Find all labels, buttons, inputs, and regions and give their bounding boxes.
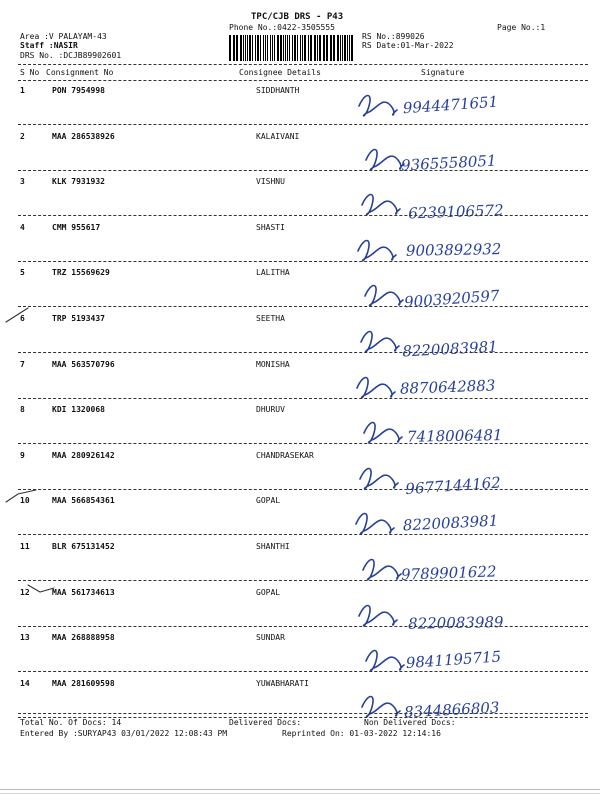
serial-number: 11 [20,542,30,551]
row-separator [18,352,588,353]
signature [330,453,570,501]
rs-date: RS Date:01-Mar-2022 [362,41,454,50]
consignee-name: SIDDHANTH [256,86,300,95]
serial-number: 3 [20,177,25,186]
barcode-bar [310,35,311,61]
check-mark-icon [4,486,38,504]
consignment-digits: 268888958 [71,633,115,642]
consignment-number [52,633,115,642]
drs-number: DRS No. :DCJB89902601 [20,51,122,60]
row-separator [18,626,588,627]
consignment-number [52,360,115,369]
consignment-digits: 286538926 [71,132,115,141]
barcode-bar [333,35,335,61]
table-row [0,405,600,451]
serial-number: 8 [20,405,25,414]
row-separator [18,306,588,307]
barcode-bar [233,35,234,61]
signature [330,270,570,318]
consignment-number [52,542,115,551]
document-title: TPC/CJB DRS - P43 [251,12,344,22]
serial-number: 12 [20,588,30,597]
signature-scribble [330,453,570,501]
barcode-bar [349,35,350,61]
signature-phone: 8344866803 [403,698,500,722]
column-signature: Signature [421,68,465,77]
consignee-name: SHASTI [256,223,285,232]
signature-scribble [330,498,570,546]
consignment-digits: 566854361 [71,496,115,505]
signature-scribble [330,225,570,273]
barcode-bar [277,35,279,61]
consignee-name: SEETHA [256,314,285,323]
barcode-bar [300,35,301,61]
consignment-prefix: MAA [52,360,67,369]
signature-scribble [330,270,570,318]
consignment-prefix: MAA [52,496,67,505]
barcode-bar [247,35,248,61]
consignment-prefix: MAA [52,132,67,141]
column-consignee: Consignee Details [239,68,321,77]
consignment-number [52,86,105,95]
signature [330,590,570,638]
consignee-name: LALITHA [256,268,290,277]
serial-number: 14 [20,679,30,688]
consignment-prefix: KDI [52,405,67,414]
column-consignment: Consignment No [46,68,114,77]
serial-number: 2 [20,132,25,141]
consignment-digits: 15569629 [71,268,110,277]
phone-number: Phone No.:0422-3505555 [229,23,335,32]
footer-rule [18,713,588,714]
serial-number: 9 [20,451,25,460]
barcode-bar [347,35,348,61]
signature-phone: 9003920597 [403,286,501,312]
barcode-bar [267,35,268,61]
page-number: Page No.:1 [497,23,546,32]
barcode-bar [340,35,341,61]
barcode-bar [297,35,298,61]
barcode-bar [344,35,346,61]
barcode-bar [270,35,271,61]
barcode-bar [263,35,264,61]
table-row [0,86,600,132]
signature-scribble [330,590,570,638]
table-row [0,496,600,542]
consignment-prefix: MAA [52,679,67,688]
signature [330,635,570,683]
consignment-number [52,314,105,323]
consignment-prefix: MAA [52,633,67,642]
signature [330,179,570,227]
barcode-bar [285,35,286,61]
consignment-digits: 563570796 [71,360,115,369]
check-mark-icon [4,306,30,324]
signature-scribble [330,362,570,410]
consignment-number [52,588,115,597]
barcode-bar [283,35,284,61]
staff-label: Staff :NASIR [20,41,78,50]
consignment-prefix: PON [52,86,67,95]
table-row [0,542,600,588]
barcode-bar [311,35,312,61]
barcode-bar [272,35,274,61]
barcode-bar [337,35,339,61]
signature-phone: 9944471651 [402,92,499,118]
barcode-bar [317,35,318,61]
signature-scribble [330,544,570,592]
row-separator [18,261,588,262]
consignment-number [52,679,115,688]
barcode-bar [260,35,261,61]
consignee-name: VISHNU [256,177,285,186]
row-separator [18,443,588,444]
signature-scribble [330,635,570,683]
consignment-digits: 281609598 [71,679,115,688]
barcode-bar [292,35,293,61]
barcode-bar [289,35,291,61]
consignment-number [52,177,105,186]
non-delivered-docs: Non Delivered Docs: [364,718,456,727]
consignment-digits: 5193437 [71,314,105,323]
check-mark-icon [26,582,56,596]
area-label: Area :V PALAYAM-43 [20,32,107,41]
barcode-bar [257,35,259,61]
serial-number: 5 [20,268,25,277]
row-separator [18,124,588,125]
signature-scribble [330,80,570,128]
barcode-bar [308,35,309,61]
consignment-prefix: TRZ [52,268,67,277]
consignment-digits: 955617 [71,223,101,232]
header-rule-top [18,64,588,65]
serial-number: 7 [20,360,25,369]
scan-edge-line [0,789,600,790]
barcode-bar [331,35,332,61]
barcode-bar [236,35,238,61]
consignee-name: GOPAL [256,588,281,597]
rs-number: RS No.:899026 [362,32,425,41]
barcode-bar [229,35,231,61]
signature-scribble [330,407,570,455]
consignment-number [52,405,105,414]
signature-phone: 8220083989 [407,613,504,633]
serial-number: 6 [20,314,25,323]
barcode-bar [304,35,306,61]
barcode-bar [245,35,246,61]
consignment-prefix: CMM [52,223,67,232]
consignment-number [52,268,110,277]
reprinted-on: Reprinted On: 01-03-2022 12:14:16 [282,729,441,738]
barcode-bar [314,35,316,61]
row-separator [18,489,588,490]
barcode-bar [287,35,288,61]
barcode-bar [302,35,304,61]
consignment-prefix: MAA [52,588,67,597]
row-separator [18,215,588,216]
row-separator [18,170,588,171]
total-docs: Total No. Of Docs: 14 [20,718,122,727]
consignee-name: CHANDRASEKAR [256,451,314,460]
table-row [0,223,600,269]
signature [330,498,570,546]
signature [330,80,570,128]
signature-phone: 7418006481 [406,426,503,446]
column-sno: S No [20,68,40,77]
barcode-bar [252,35,254,61]
consignment-prefix: KLK [52,177,67,186]
scan-edge-line [0,793,600,794]
table-row [0,633,600,679]
barcode-bar [255,35,256,61]
consignment-prefix: BLR [52,542,67,551]
barcode-bar [280,35,282,61]
barcode-bar [324,35,325,61]
serial-number: 1 [20,86,25,95]
consignment-digits: 561734613 [71,588,115,597]
consignment-number [52,451,115,460]
signature-phone: 9003892932 [405,240,502,260]
barcode-bar [240,35,242,61]
signature [330,407,570,455]
table-row [0,177,600,223]
row-separator [18,534,588,535]
barcode [229,35,354,61]
delivered-docs: Delivered Docs: [229,718,302,727]
consignee-name: YUWABHARATI [256,679,309,688]
barcode-bar [274,35,275,61]
table-row [0,314,600,360]
barcode-bar [265,35,267,61]
signature [330,316,570,364]
signature-phone: 6239106572 [407,201,504,223]
consignee-name: SHANTHI [256,542,290,551]
consignee-name: SUNDAR [256,633,285,642]
table-row [0,360,600,406]
barcode-bar [249,35,251,61]
signature-phone: 9365558051 [400,151,497,175]
consignment-number [52,223,100,232]
consignment-prefix: MAA [52,451,67,460]
signature-phone: 9841195715 [405,647,502,673]
row-separator [18,671,588,672]
consignment-digits: 7931932 [71,177,105,186]
barcode-bar [319,35,321,61]
row-separator [18,580,588,581]
table-row [0,451,600,497]
table-row [0,588,600,634]
signature-scribble [330,179,570,227]
barcode-bar [323,35,324,61]
consignment-digits: 7954998 [71,86,105,95]
barcode-bar [234,35,235,61]
consignee-name: GOPAL [256,496,281,505]
consignment-number [52,132,115,141]
serial-number: 13 [20,633,30,642]
row-separator [18,398,588,399]
barcode-bar [294,35,296,61]
signature-phone: 8220083981 [402,511,499,535]
signature-phone: 8870642883 [399,376,496,398]
table-row [0,132,600,178]
barcode-bar [342,35,343,61]
signature [330,134,570,182]
consignment-digits: 1320068 [71,405,105,414]
signature-phone: 9677144162 [404,473,502,499]
serial-number: 10 [20,496,30,505]
signature-scribble [330,134,570,182]
signature-scribble [330,316,570,364]
serial-number: 4 [20,223,25,232]
signature-phone: 8220083981 [401,337,499,361]
signature [330,544,570,592]
barcode-bar [351,35,353,61]
consignment-number [52,496,115,505]
entered-by: Entered By :SURYAP43 03/01/2022 12:08:43 PM [20,729,228,738]
consignment-digits: 280926142 [71,451,115,460]
signature [330,225,570,273]
barcode-bar [243,35,244,61]
signature-phone: 9789901622 [400,562,497,584]
consignment-digits: 675131452 [71,542,115,551]
consignment-prefix: TRP [52,314,67,323]
table-row [0,268,600,314]
consignee-name: KALAIVANI [256,132,300,141]
signature [330,362,570,410]
barcode-bar [330,35,331,61]
consignee-name: DHURUV [256,405,285,414]
consignee-name: MONISHA [256,360,290,369]
barcode-bar [326,35,328,61]
